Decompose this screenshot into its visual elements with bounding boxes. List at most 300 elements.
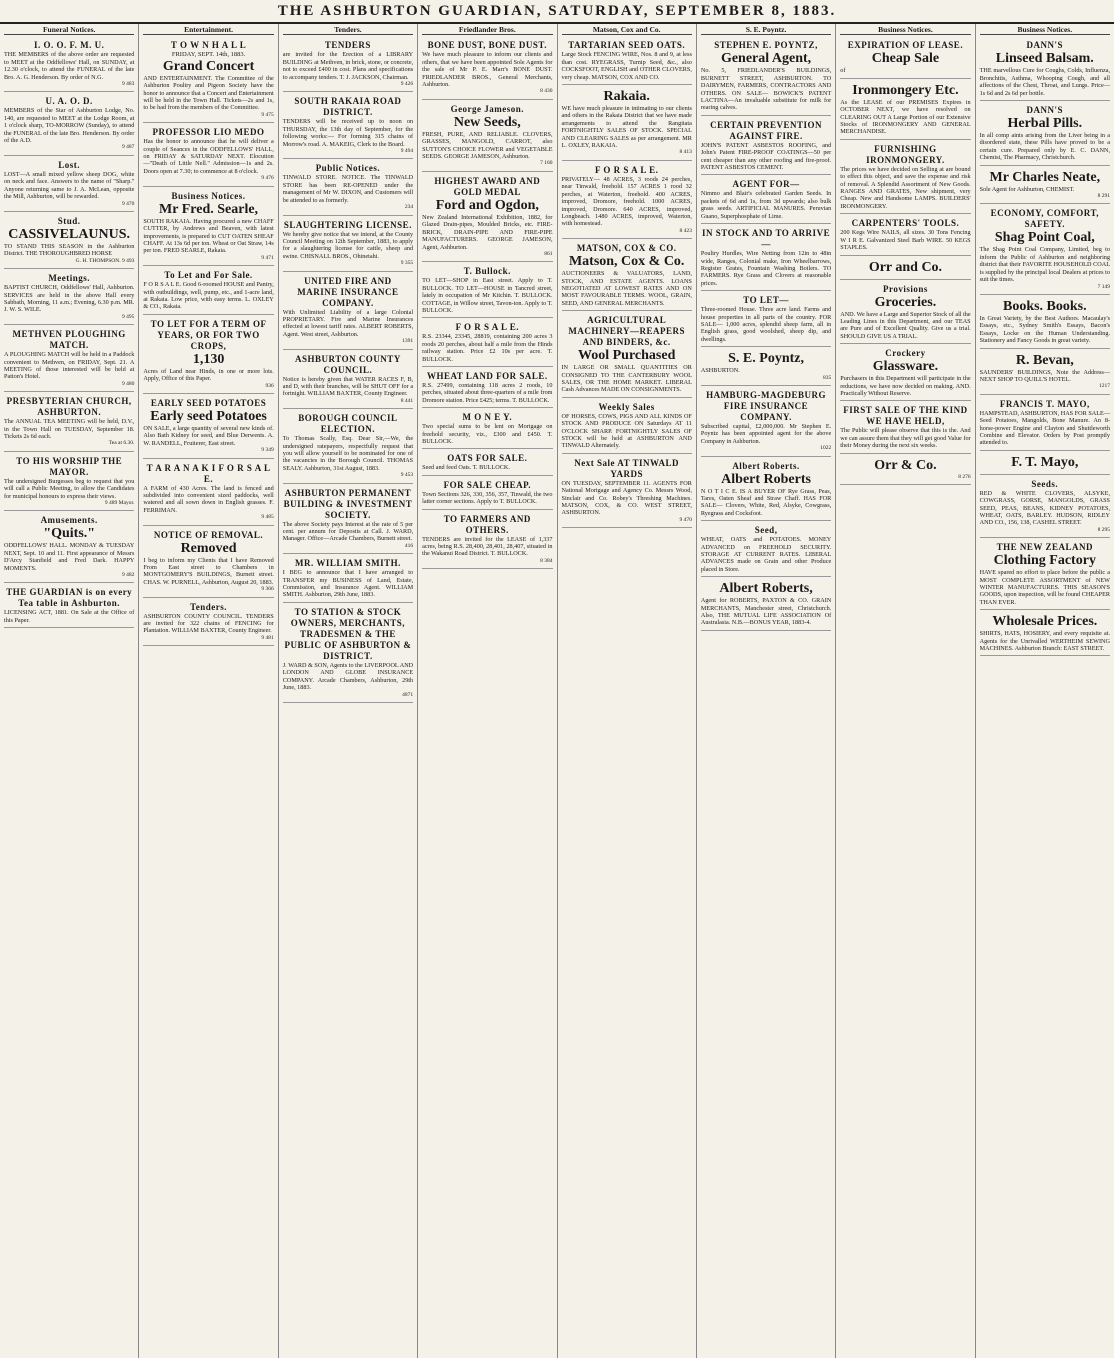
advertisement xyxy=(980,168,1110,205)
ad-reference-number: 8 295 xyxy=(1097,526,1110,533)
ad-display-heading: Grand Concert xyxy=(162,58,255,74)
ad-body-text: TO STAND THIS SEASON in the Ashburton District. THE THOROUGHBRED HORSE xyxy=(4,242,135,258)
advertisement xyxy=(840,38,970,78)
ad-display-heading: "Quits." xyxy=(43,526,96,542)
column-heading: Matson, Cox and Co. xyxy=(562,26,692,35)
newspaper-column xyxy=(0,24,139,1358)
ad-title: Crockery xyxy=(885,348,926,359)
ad-title: Stud. xyxy=(57,215,81,226)
newspaper-column xyxy=(697,24,836,1358)
ad-body-text: The ANNUAL TEA MEETING will be held, D.V., in the Town Hall on TUESDAY, September 18. Tickets 2s 6d each. xyxy=(4,418,135,440)
ad-display-heading: Herbal Pills. xyxy=(1007,116,1083,132)
ad-reference-number: 9 471 xyxy=(261,254,274,261)
ad-body-text: HAVE spared no effort to place before the public a MOST COMPLETE ASSORTMENT of NEW WINTER MANUFACTURES. THIS SEASON'S GOODS, upon inspection, will be found CHEAPER THAN EVER. xyxy=(979,569,1110,606)
advertisement xyxy=(283,605,413,703)
ad-title: TENDERS xyxy=(324,40,371,51)
ad-display-heading: Orr & Co. xyxy=(874,457,937,473)
advertisement xyxy=(840,403,970,453)
ad-body-text: HAMPSTEAD, ASHBURTON, HAS FOR SALE— Seed Potatoes, Mangolds, Bone Manure. An 8-horse-power Engine and Clayton and Shuttleworth Combine and Elevator. Orders by Post promptly attended to. xyxy=(979,409,1110,447)
ad-display-heading: R. Bevan, xyxy=(1015,352,1074,368)
advertisement xyxy=(701,388,831,457)
ad-display-heading: 1,130 xyxy=(192,351,225,367)
advertisement xyxy=(980,540,1110,610)
ad-display-heading: General Agent, xyxy=(720,51,812,67)
column-heading: Friedlander Bros. xyxy=(422,26,552,35)
ad-body-text: Poultry Hurdles, Wire Netting from 12in to 48in wide, Ranges, Colonial make, Iron Wheelbarrows, Register Grates, Fountain Washing Boilers. TO FARMERS. Rye Grass and Clovers at reasonable prices. xyxy=(700,250,832,287)
ad-title: To Let and For Sale. xyxy=(164,270,253,281)
advertisement xyxy=(422,478,552,510)
ad-body-text: OF HORSES, COWS, PIGS AND ALL KINDS OF STOCK AND PRODUCE ON Saturdays AT 11 O'CLOCK SHARP. FORTNIGHTLY SALES OF STOCK will be held at ASHBURTON AND TINWALD Alternately. xyxy=(561,412,692,450)
ad-body-text: As the LEASE of our PREMISES Expires in OCTOBER NEXT, we have resolved on CLEARING OUT A Large Portion of our Extensive Stocks of IRONMONGERY AND GENERAL MERCHANDISE. xyxy=(840,98,971,136)
ad-body-text: JOHN'S PATENT ASBESTOS ROOFING, and John's Patent FIRE-PROOF COATINGS—50 per cent cheaper than any other roofing and fire-proof. PATENT ASBESTOS CEMENT. xyxy=(700,141,832,172)
ad-title: EARLY SEED POTATOES xyxy=(150,397,267,408)
ad-title: Tenders. xyxy=(190,601,228,612)
ad-body-text: RED & WHITE CLOVERS, ALSYKE, COWGRASS, GORSE, MANGOLDS, GRASS SEED, PEAS, BEANS, KIDNEY POTATOES, WHEAT, OATS, BARLEY. HUDSON, RIDLEY AND CO., 156, 138, CASHEL STREET. xyxy=(979,489,1110,527)
ad-title: PRESBYTERIAN CHURCH, ASHBURTON. xyxy=(6,396,132,418)
advertisement xyxy=(422,174,552,262)
ad-reference-number: 234 xyxy=(404,204,414,211)
advertisement xyxy=(143,189,273,266)
newspaper-column xyxy=(836,24,975,1358)
ad-body-text: The Public will please observe that this is the. And we can assure them that they will get good Value for their Money during the next six weeks. xyxy=(840,427,971,450)
advertisement xyxy=(283,94,413,159)
ad-title: Seeds. xyxy=(1031,478,1059,489)
advertisement xyxy=(980,397,1110,451)
ad-body-text: In Great Variety, by the Best Authors. Macaulay's Essays, etc., Sydney Smith's Essays, Bacon's Essays, Locke on the Human Understanding. Stationery and Fancy Goods in great variety. xyxy=(979,314,1110,345)
ad-reference-number: Tea at 6.30. xyxy=(108,440,135,447)
ad-title: BONE DUST, BONE DUST. xyxy=(427,40,548,51)
ad-title: U. A. O. D. xyxy=(45,96,93,107)
ad-body-text: ON TUESDAY, SEPTEMBER 11. AGENTS FOR National Mortgage and Agency Co. Messrs Wood, Sinclair and Co. Robey's Threshing Machines. MATSON, COX, & CO. WEST STREET, ASHBURTON. xyxy=(561,479,692,517)
ad-body-text: of xyxy=(840,67,846,75)
ad-title: CARPENTERS' TOOLS. xyxy=(851,218,960,229)
advertisement xyxy=(562,241,692,311)
ad-title: TO FARMERS AND OTHERS. xyxy=(443,513,531,535)
ad-body-text: WHEAT, OATS and POTATOES. MONEY ADVANCED on FREEHOLD SECURITY. STORAGE AT CURRENT RATES. LIBERAL ADVANCES made on Grain and other Produce placed in Store. xyxy=(700,536,832,573)
advertisement xyxy=(283,556,413,603)
ad-display-heading: S. E. Poyntz, xyxy=(728,351,804,367)
ad-reference-number: 8 291 xyxy=(1097,193,1110,200)
ad-body-text: ASHBURTON. xyxy=(700,367,740,375)
advertisement xyxy=(562,400,692,454)
advertisement xyxy=(143,268,273,315)
ad-reference-number: 9 470 xyxy=(679,516,692,523)
ad-title: THE NEW ZEALAND xyxy=(996,542,1093,553)
ad-body-text: To Thomas Scally, Esq. Dear Sir,—We, the undersigned ratepayers, respectfully request that you will allow yourself to be nominated for one of the vacancies in the Borough Council. THOMAS SEALY. Ashburton, 31st August, 1883. xyxy=(282,435,414,472)
masthead: THE ASHBURTON GUARDIAN, SATURDAY, SEPTEMBER 8, 1883. xyxy=(0,0,1114,24)
ad-body-text: are invited for the Erection of a LIBRARY BUILDING at Methven, in brick, stone, or concrete, not to exceed £400 in cost. Plans and specifications to accompany tenders. T. J. JACKSON, Chairman. xyxy=(282,51,414,81)
advertisement xyxy=(422,38,552,99)
advertisement xyxy=(283,352,413,410)
ad-subtitle: FRIDAY, SEPT. 14th, 1883. xyxy=(171,51,246,59)
ad-reference-number: 9 483 xyxy=(122,81,135,88)
ad-body-text: LOST—A small mixed yellow sheep DOG, white on neck and face. Answers to the name of "Sharp." Anyone returning same to J. A. McLean, opposite the Mill, Ashburton, will be rewarded. xyxy=(4,170,135,201)
ad-body-text: AND ENTERTAINMENT. The Committee of the Ashburton Poultry and Pigeon Society have the honor to announce that a Concert and Entertainment will be held in the Town Hall. Tickets—2s and 1s, to be had from the members of the Committee. xyxy=(143,74,274,112)
ad-display-heading: Albert Roberts, xyxy=(719,581,813,597)
ad-body-text: I BEG to announce that I have arranged to TRANSFER my BUSINESS of Land, Estate, Commission, and Insurance Agent. WILLIAM SMITH. Ashburton, 29th June, 1883. xyxy=(282,569,414,599)
ad-body-text: R.S. 27499, containing 118 acres 2 roods, 10 perches, situated about three-quarters of a mile from Dromore station. Price £425; terms. T. BULLOCK. xyxy=(422,381,553,404)
column-heading: Tenders. xyxy=(283,26,413,35)
ad-title: TO LET FOR A TERM OF YEARS, OR FOR TWO CROPS, xyxy=(150,318,267,351)
ad-title: T. Bullock. xyxy=(463,266,511,277)
ad-title: F O R S A L E. xyxy=(594,164,659,175)
ad-reference-number: 9 453 xyxy=(400,472,414,479)
ad-reference-number: 7 149 xyxy=(1097,283,1110,290)
advertisement xyxy=(980,103,1110,166)
ad-reference-number: 9 494 xyxy=(400,148,414,155)
advertisement xyxy=(701,38,831,115)
ad-title: I. O. O. F. M. U. xyxy=(33,40,105,51)
ad-title: T O W N H A L L xyxy=(170,40,247,51)
ad-body-text: Town Sections 326, 330, 356, 357, Tinwald, the two latter corner sections. Apply to T. BULLOCK. xyxy=(422,490,553,506)
ad-title: PROFESSOR LIO MEDO xyxy=(152,127,265,138)
ad-title: FOR SALE CHEAP. xyxy=(443,479,532,490)
ad-body-text: 200 Kegs Wire NAILS, all sizes. 30 Tons Fencing W I R E. Galvanized Steel Barb WIRE. 50 KEGS STAPLES. xyxy=(840,229,971,252)
ad-display-heading: Removed xyxy=(180,540,237,556)
ad-body-text: Agent for ROBERTS, PAXTON & CO. GRAIN MERCHANTS, Manchester street, Christchurch. Also, THE MUTUAL LIFE ASSOCIATION Of Australasia. N.B.—BONUS YEAR, 1883-4. xyxy=(700,597,832,627)
column-heading: S. E. Poyntz. xyxy=(701,26,831,35)
ad-title: Amusements. xyxy=(40,515,98,526)
advertisement xyxy=(283,274,413,350)
column-heading: Funeral Notices. xyxy=(4,26,134,35)
ad-reference-number: 9 366 xyxy=(261,586,274,593)
advertisement xyxy=(143,396,273,459)
ad-title: CERTAIN PREVENTION AGAINST FIRE. xyxy=(710,119,822,141)
advertisement xyxy=(562,38,692,85)
ad-title: METHVEN PLOUGHING MATCH. xyxy=(12,329,126,351)
advertisement xyxy=(4,327,134,392)
ad-body-text: TENDERS are invited for the LEASE of 1,337 acres, being R.S. 28,400, 28,401, 28,407, situated in the Wakanui Road District. T. BULLOCK. xyxy=(422,535,553,558)
advertisement xyxy=(562,456,692,528)
advertisement xyxy=(422,512,552,570)
ad-body-text: TENDERS will be received up to noon on THURSDAY, the 13th day of September, for the following works:— For forming 315 chains of Morrow's road. A. MAKEIG, Clerk to the Board. xyxy=(282,118,414,148)
ad-display-heading: Orr and Co. xyxy=(868,259,943,275)
ad-body-text: FRESH, PURE, AND RELIABLE. CLOVERS, GRASSES, MANGOLD, CARROT, also SUTTON'S CHOICE FLOWER and VEGETABLE SEEDS. GEORGE JAMESON, Ashburton. xyxy=(422,130,553,161)
ad-body-text: J. WARD & SON, Agents to the LIVERPOOL AND LONDON AND GLOBE INSURANCE COMPANY. Arcade Chambers, Ashburton, 29th June, 1883. xyxy=(282,661,414,692)
ad-body-text: The Shag Point Coal Company, Limited, beg to inform the Public of Ashburton and neighboring district that their FAVORITE HOUSEHOLD COAL is supplied by the principal local Dealers at prices to suit the times. xyxy=(979,246,1110,284)
advertisement xyxy=(840,258,970,280)
ad-title: THE GUARDIAN is on every Tea table in Ashburton. xyxy=(6,587,133,609)
ad-body-text: Two special sums to be lent on Mortgage on freehold security, viz., £300 and £450. T. BULLOCK. xyxy=(422,423,553,445)
advertisement xyxy=(4,454,134,512)
advertisement xyxy=(980,297,1110,349)
advertisement xyxy=(701,523,831,577)
ad-title: EXPIRATION OF LEASE. xyxy=(847,40,964,51)
ad-body-text: We hereby give notice that we intend, at the County Council Meeting on 12th September, 1883, to apply for a slaughtering license for cattle, sheep and swine. CHISNALL BROS., Ohinetahi. xyxy=(282,230,414,260)
advertisement xyxy=(4,38,134,92)
ad-reference-number: 861 xyxy=(544,250,553,257)
ad-body-text: THE MEMBERS of the above order are requested to MEET at the Oddfellows' Hall, on SUNDAY, at 12.30 o'clock, to attend the FUNERAL of the late Bro. A. G. Henderson. By order of N.G. xyxy=(4,51,135,81)
ad-body-text: Purchasers in this Department will participate in the reductions, we have now decided on making. AND. Practically Without Reserve. xyxy=(840,375,971,397)
ad-body-text: A FARM of 430 Acres. The land is fenced and subdivided into convenient sized paddocks, well watered and all sown down in English grasses. F. FERRIMAN. xyxy=(143,484,274,514)
advertisement xyxy=(4,394,134,452)
ad-title: MR. WILLIAM SMITH. xyxy=(295,558,401,569)
ad-reference-number: 8 276 xyxy=(958,473,971,480)
advertisement xyxy=(422,369,552,408)
ad-title: Albert Roberts. xyxy=(732,460,800,471)
advertisement xyxy=(143,317,273,394)
advertisement xyxy=(422,102,552,172)
ad-body-text: Large Stock FENCING WIRE, Nos. 8 and 9, at less than cost. RYEGRASS, Turnip Seed, &c., also COCKSFOOT, ENGLISH and OTHER CLOVERS, very cheap. MATSON, COX AND CO. xyxy=(561,51,692,81)
ad-reference-number: 1022 xyxy=(820,445,832,452)
ad-body-text: The undersigned Burgesses beg to request that you will call a Public Meeting, to allow the Candidates for municipal honours to express their views. xyxy=(4,477,135,500)
ad-title: BOROUGH COUNCIL ELECTION. xyxy=(298,413,398,435)
ad-reference-number: 9 470 xyxy=(122,200,135,207)
ad-title: MATSON, COX & CO. xyxy=(576,243,677,254)
ad-reference-number: 936 xyxy=(265,382,274,389)
ad-body-text: BAPTIST CHURCH, Oddfellows' Hall, Ashburton. SERVICES are held in the above Hall every Sabbath, Morning, 11 a.m.; Evening, 6.30 p.m. MR. J. W. S. WILE. xyxy=(4,284,135,314)
ad-display-heading: Books. Books. xyxy=(1002,298,1087,314)
advertisement xyxy=(283,161,413,215)
ad-body-text: New Zealand International Exhibition, 1882, for Glazed Drain-pipes, Moulded Bricks, etc. FIRE-BRICK, DRAIN-PIPE AND FIRE-PIPE MANUFACTURERS. GEORGE JAMESON, Agent, Ashburton. xyxy=(422,213,553,251)
ad-display-heading: Linseed Balsam. xyxy=(995,51,1094,67)
ad-reference-number: 8 384 xyxy=(540,557,553,564)
ad-reference-number: 8 430 xyxy=(540,88,553,95)
newspaper-column xyxy=(558,24,697,1358)
ad-title: UNITED FIRE AND MARINE INSURANCE COMPANY. xyxy=(297,275,399,308)
ad-reference-number: 9 485 xyxy=(261,514,274,521)
ad-title: OATS FOR SALE. xyxy=(447,453,528,464)
ad-body-text: Has the honor to announce that he will deliver a couple of Seances in the ODDFELLOWS' HALL, on FRIDAY & SATURDAY NEXT. Elocution—"Death of Little Nell." Admission—1s and 2s. Doors open at 7.30; to commence at 8 o'clock. xyxy=(143,138,274,175)
ad-title: DANN'S xyxy=(1026,105,1064,116)
ad-title: IN STOCK AND TO ARRIVE— xyxy=(702,228,831,250)
advertisement xyxy=(840,142,970,214)
ad-title: TO LET— xyxy=(743,295,789,306)
advertisement xyxy=(4,214,134,269)
ad-body-text: The above Society pays Interest at the rate of 5 per cent. per annum for Deposits at Call. J. WARD, Manager. Office—Arcade Chambers, Burnett street. xyxy=(282,520,414,543)
advertisement xyxy=(4,94,134,155)
ad-reference-number: 9 480 xyxy=(122,380,135,387)
ad-display-heading: Wool Purchased xyxy=(578,348,676,364)
advertisement xyxy=(701,177,831,224)
advertisement xyxy=(562,163,692,239)
ad-display-heading: Glassware. xyxy=(872,359,939,375)
advertisement xyxy=(562,313,692,398)
ad-body-text: A PLOUGHING MATCH will be held in a Paddock convenient to Methven, on FRIDAY, Sept. 21. A MEETING of those interested will be held at Patton's Hotel. xyxy=(4,351,135,381)
ad-display-heading: CASSIVELAUNUS. xyxy=(8,226,131,242)
ad-body-text: Notice is hereby given that WATER RACES F, B, and D, with their branches, will be SHUT OFF for a fortnight. WILLIAM BAXTER, County Engineer. xyxy=(282,375,414,398)
ad-title: WHEAT LAND FOR SALE. xyxy=(426,370,548,381)
ad-title: ASHBURTON COUNTY COUNCIL. xyxy=(295,353,401,375)
advertisement xyxy=(980,477,1110,538)
advertisement xyxy=(4,158,134,212)
ad-body-text: WE have much pleasure in intimating to our clients and others in the Rakaia District that we have made arrangements to attend the Rangitata FORTNIGHTLY SALES OF STOCK. SPECIAL AND CLEARING SALES as per arrangement. MR L. OXLEY, RAKAIA. xyxy=(561,105,692,150)
ad-title: FIRST SALE OF THE KIND WE HAVE HELD, xyxy=(843,405,968,427)
advertisement xyxy=(980,38,1110,101)
ad-title: TO HIS WORSHIP THE MAYOR. xyxy=(16,455,123,477)
column-heading: Entertainment. xyxy=(143,26,273,35)
ad-display-heading: Rakaia. xyxy=(603,89,650,105)
advertisement xyxy=(4,271,134,325)
ad-reference-number: 9 489 Mayor. xyxy=(104,500,135,507)
ad-body-text: We have much pleasure to inform our clients and others, that we have been appointed Sole Agents for the sale of Mr P. E. Marr's BONE DUST. FRIEDLANDER BROS., General Merchants, Ashburton. xyxy=(422,51,553,89)
advertisement xyxy=(701,459,831,522)
columns-container xyxy=(0,24,1114,1358)
ad-body-text: AND. We have a Large and Superior Stock of all the Leading Lines in this Department, and our TEAS are Pure and of Excellent Quality. Give us a trial. SHOULD GIVE US A TRIAL. xyxy=(840,310,971,340)
ad-body-text: No. 5, FRIEDLANDER'S BUILDINGS, BURNETT STREET, ASHBURTON. TO DAIRYMEN, FARMERS, CONTRACTORS AND OTHERS. ON SALE— BOWICK'S PATENT LACTINA—An invaluable substitute for milk for rearing calves. xyxy=(700,67,832,112)
ad-title: Business Notices. xyxy=(171,190,246,201)
ad-body-text: F O R S A L E. Good 6-roomed HOUSE and Pantry, with outbuildings, well, pump, etc., and 1-acre land, at Rakaia. Low price, with easy terms. L. OXLEY & CO., Rakaia. xyxy=(143,281,274,311)
ad-title: TO STATION & STOCK OWNERS, MERCHANTS, TRADESMEN & THE PUBLIC OF ASHBURTON & DISTRICT. xyxy=(284,606,412,661)
ad-reference-number: 8 441 xyxy=(400,397,414,404)
ad-reference-number: 9 482 xyxy=(122,572,135,579)
ad-reference-number: 8 423 xyxy=(679,227,692,234)
ad-body-text: SAUNDERS' BUILDINGS, Note the Address— NEXT SHOP TO QUILL'S HOTEL. xyxy=(979,368,1110,383)
advertisement xyxy=(701,293,831,347)
advertisement xyxy=(980,206,1110,294)
ad-body-text: With Unlimited Liability of a large Colonial PROPRIETARY. Fire and Marine Insurances effected at lowest tariff rates. ALBERT ROBERTS, Agent. West street, Ashburton. xyxy=(282,308,414,338)
ad-title: Meetings. xyxy=(48,273,91,284)
ad-body-text: SOUTH RAKAIA. Having procured a new CHAFF CUTTER, by Andrews and Beaven, with latest improvements, is prepared to CUT OATEN SHEAF CHAFF. At 13s 6d per ton. Wheat or Oat Straw, 14s per ton. FRED SEARLE, Rakaia. xyxy=(143,217,274,255)
advertisement xyxy=(4,585,134,628)
ad-body-text: THE marvellous Cure for Coughs, Colds, Influenza, Bronchitis, Asthma, Whooping Cough, and all affections of the Chest, Throat, and Lungs. Price—1s 6d and 2s 6d per bottle. xyxy=(979,67,1110,97)
ad-body-text: IN LARGE OR SMALL QUANTITIES OR CONSIGNED TO THE CANTERBURY WOOL SALES, OR THE HOME MARKET. LIBERAL Cash Advances MADE ON CONSIGNMENTS. xyxy=(561,364,692,394)
ad-body-text: Sole Agent for Ashburton, CHEMIST. xyxy=(979,185,1075,193)
ad-title: FRANCIS T. MAYO, xyxy=(999,398,1090,409)
advertisement xyxy=(701,579,831,631)
ad-reference-number: 9 475 xyxy=(261,111,274,118)
ad-title: NOTICE OF REMOVAL. xyxy=(153,529,264,540)
ad-body-text: LICENSING ACT, 1881. On Sale at the Office of this Paper. xyxy=(4,609,135,624)
ad-display-heading: Groceries. xyxy=(874,294,937,310)
advertisement xyxy=(980,351,1110,395)
ad-display-heading: New Seeds, xyxy=(453,114,521,130)
advertisement xyxy=(422,264,552,318)
ad-body-text: AUCTIONEERS & VALUATORS, LAND, STOCK, AND ESTATE AGENTS. LOANS NEGOTIATED AT LOWEST RATES AND ON MOST FAVOURABLE TERMS. WOOL, GRAIN, SEED, AND GENERAL MERCHANTS. xyxy=(561,270,692,307)
ad-body-text: N O T I C E. IS A BUYER OF Rye Grass, Peas, Tares, Oaten Sheaf and Straw Chaff. HAS FOR SALE— Clovers, White, Red, Alsyke, Cowgrass, Ryegrass and Cocksfoot. xyxy=(700,487,832,517)
ad-title: SOUTH RAKAIA ROAD DISTRICT. xyxy=(294,96,402,118)
ad-display-heading: Mr Fred. Searle, xyxy=(159,201,259,217)
advertisement xyxy=(980,612,1110,656)
advertisement xyxy=(143,461,273,526)
advertisement xyxy=(701,118,831,176)
advertisement xyxy=(840,346,970,401)
ad-reference-number: 1217 xyxy=(1099,383,1110,390)
ad-reference-number: 8 413 xyxy=(679,149,692,156)
ad-reference-number: 416 xyxy=(404,542,414,549)
ad-body-text: MEMBERS of the Star of Ashburton Lodge, No. 140, are requested to MEET at the Lodge Room, at 1 o'clock sharp, TO-MORROW (Sunday), to attend the FUNERAL of the late Bro. Henderson. By order of the A.D. xyxy=(4,107,135,145)
ad-body-text: R.S. 23344, 23345, 28819, containing 200 acres 3 roods 20 perches, about half a mile from the Hinds railway station. Price £2 10s per acre. T. BULLOCK. xyxy=(422,333,553,363)
ad-body-text: Nimmo and Blair's celebrated Garden Seeds. In packets of 6d and 1s, from 3d upwards; also bulk grass seeds. ARTIFICIAL MANURES. Peruvian Guano, Superphosphate of Lime. xyxy=(700,190,832,220)
advertisement xyxy=(840,81,970,140)
advertisement xyxy=(143,528,273,598)
ad-title: Next Sale AT TINWALD YARDS xyxy=(574,457,680,479)
ad-title: T A R A N A K I F O R S A L E. xyxy=(146,462,271,484)
ad-reference-number: 9 426 xyxy=(400,81,414,88)
ad-title: TARTARIAN SEED OATS. xyxy=(568,40,686,51)
newspaper-column xyxy=(418,24,557,1358)
ad-title: AGRICULTURAL MACHINERY—REAPERS AND BINDERS, &c. xyxy=(568,315,686,348)
advertisement xyxy=(4,513,134,583)
newspaper-column xyxy=(279,24,418,1358)
ad-display-heading: Albert Roberts xyxy=(721,471,811,487)
ad-reference-number: 835 xyxy=(823,374,832,381)
ad-reference-number: 9 349 xyxy=(261,447,274,454)
ad-display-heading: Matson, Cox & Co. xyxy=(568,254,685,270)
ad-body-text: SHIRTS, HATS, HOSIERY, and every requisite at. Agents for the Unrivalled WERTHEIM SEWING MACHINES. Ashburton Branch: EAST STREET. xyxy=(979,630,1110,653)
ad-title: SLAUGHTERING LICENSE. xyxy=(283,219,412,230)
ad-body-text: ODDFELLOWS' HALL. MONDAY & TUESDAY NEXT, Sept. 10 and 11. First appearance of Messrs D'Arcy Stanfield and Fred Dark. HAPPY MOMENTS. xyxy=(4,542,135,572)
ad-reference-number: 9 495 xyxy=(122,313,135,320)
ad-display-heading: Mr Charles Neate, xyxy=(989,169,1101,185)
ad-title: ECONOMY, COMFORT, SAFETY. xyxy=(990,208,1100,230)
ad-reference-number: 9 487 xyxy=(122,144,135,151)
advertisement xyxy=(422,451,552,475)
advertisement xyxy=(283,411,413,483)
ad-title: FURNISHING IRONMONGERY. xyxy=(866,143,945,165)
advertisement xyxy=(701,349,831,386)
ad-title: Public Notices. xyxy=(315,163,381,174)
ad-title: F O R S A L E. xyxy=(455,322,520,333)
newspaper-column xyxy=(976,24,1114,1358)
ad-body-text: In all comp aints arising from the Liver being in a disordered state, these Pills have proved to be a certain cure. Prepared only by E. C. DANN, Chemist, The Pharmacy, Christchurch. xyxy=(979,132,1110,162)
ad-reference-number: 4871 xyxy=(402,691,414,698)
ad-display-heading: Cheap Sale xyxy=(871,51,940,67)
ad-title: Lost. xyxy=(58,159,81,170)
ad-display-heading: Ford and Ogdon, xyxy=(435,197,539,213)
ad-body-text: Three-roomed House. Three acre land. Farms and house properties in all parts of the country. FOR SALE— 1,000 acres, splendid sheep farm, all in English grass, good woolshed, sheep dip, and dwellings. xyxy=(700,306,832,343)
ad-display-heading: Wholesale Prices. xyxy=(992,614,1098,630)
advertisement xyxy=(980,453,1110,475)
ad-title: Weekly Sales xyxy=(598,401,655,412)
ad-body-text: I beg to inform my Clients that I have Removed From East street to Chambers in MONTGOMERY'S BUILDINGS, Burnett street. CHAS. W. PURNELL, Ashburton, August 20, 1883. xyxy=(143,556,274,586)
ad-title: M O N E Y. xyxy=(462,412,513,423)
advertisement xyxy=(840,282,970,345)
ad-display-heading: Early seed Potatoes xyxy=(150,408,267,424)
ad-title: HAMBURG-MAGDEBURG FIRE INSURANCE COMPANY. xyxy=(706,389,827,422)
advertisement xyxy=(422,410,552,449)
ad-title: AGENT FOR— xyxy=(732,179,800,190)
ad-body-text: ON SALE, a large quantity of several new kinds of. Also Bath Kidney for seed, and Blue Derwents. A. W. RANDELL, Fruiterer, East street. xyxy=(143,424,274,447)
ad-title: Seed, xyxy=(754,525,778,536)
ad-reference-number: 1391 xyxy=(402,338,414,345)
advertisement xyxy=(562,87,692,161)
ad-body-text: The prices we have decided on Selling at are bound to effect this object, and save the expense and risk of removal. A Splendid Assortment of New Goods. RANGES AND GRATES, New shipment, very Cheap. New and Handsome LAMPS. BUILDERS' IRONMONGERY. xyxy=(840,165,971,210)
advertisement xyxy=(283,486,413,555)
ad-body-text: Seed and feed Oats. T. BULLOCK. xyxy=(422,464,510,472)
ad-title: Provisions xyxy=(883,283,928,294)
ad-reference-number: 9 481 xyxy=(261,634,274,641)
ad-body-text: Subscribed capital, £2,000,000. Mr Stephen E. Poyntz has been appointed agent for the above Company in Ashburton. xyxy=(700,422,832,445)
ad-body-text: PRIVATELY— 48 ACRES, 3 roods 24 perches, near Tinwald, freehold. 157 ACRES 1 rood 32 perches, at Waterton, freehold. 400 ACRES, improved, Dromore, freehold. 1000 ACRES, improved, Dromore. 640 ACRES, improved, Longbeach. 1480 ACRES, improved, Waterton, with homestead. xyxy=(561,175,692,228)
advertisement xyxy=(840,456,970,485)
ad-display-heading: F. T. Mayo, xyxy=(1011,454,1079,470)
ad-body-text: ASHBURTON COUNTY COUNCIL. TENDERS are invited for 322 chains of FENCING for Plantation. WILLIAM BAXTER, County Engineer. xyxy=(143,612,274,635)
ad-title: ASHBURTON PERMANENT BUILDING & INVESTMENT SOCIETY. xyxy=(283,487,413,520)
ad-reference-number: 7 160 xyxy=(540,160,553,167)
advertisement xyxy=(283,218,413,272)
ad-display-heading: Shag Point Coal, xyxy=(994,230,1095,246)
newspaper-column xyxy=(139,24,278,1358)
ad-title: George Jameson. xyxy=(450,103,525,114)
ad-body-text: TO LET—SHOP in East street. Apply to T. BULLOCK. TO LET—HOUSE in Tancred street, lately in occupation of Mr Kitchin. T. BULLOCK. COTTAGE, in Willow street, Tavon-ton. Apply to T. BULLOCK. xyxy=(422,277,553,314)
advertisement xyxy=(143,38,273,123)
ad-title: STEPHEN E. POYNTZ, xyxy=(714,40,818,51)
ad-display-heading: Clothing Factory xyxy=(993,553,1096,569)
ad-reference-number: G. H. THOMPSON. 9 493 xyxy=(75,257,135,264)
ad-title: HIGHEST AWARD AND GOLD MEDAL xyxy=(434,175,541,197)
advertisement xyxy=(143,600,273,647)
column-heading: Business Notices. xyxy=(840,26,970,35)
ad-title: DANN'S xyxy=(1026,40,1064,51)
advertisement xyxy=(283,38,413,92)
ad-body-text: TINWALD STORE. NOTICE. The TINWALD STORE has been RE-OPENED under the management of Mr W. DIXON, and Customers will be attended to as formerly. xyxy=(282,174,414,204)
ad-reference-number: 9 355 xyxy=(400,260,414,267)
advertisement xyxy=(701,226,831,291)
column-heading: Business Notices. xyxy=(980,26,1110,35)
ad-display-heading: Ironmongery Etc. xyxy=(852,82,959,98)
ad-reference-number: 9 476 xyxy=(261,175,274,182)
